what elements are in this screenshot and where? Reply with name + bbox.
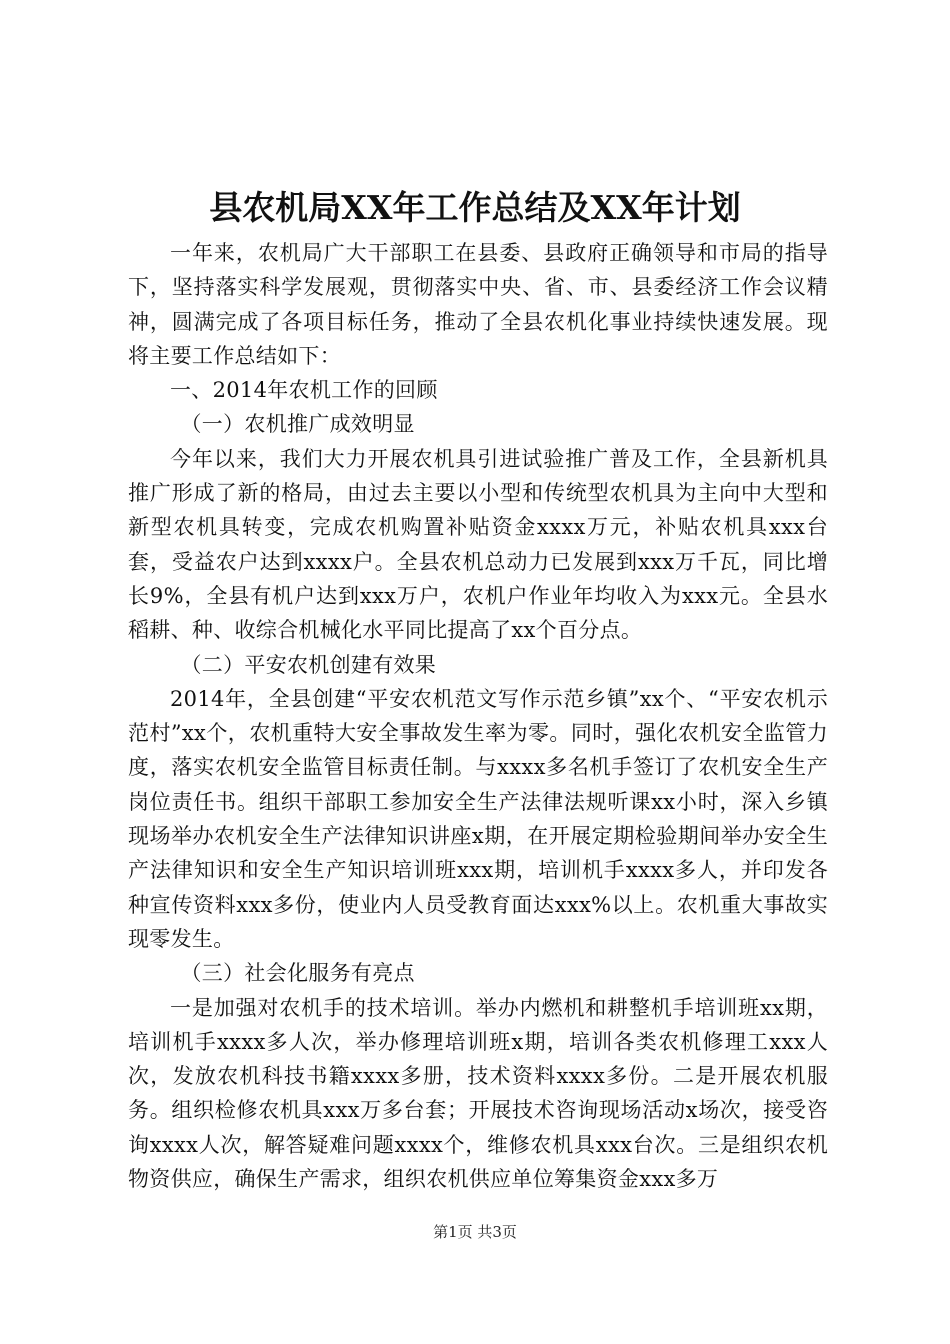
paragraph-intro: 一年来，农机局广大干部职工在县委、县政府正确领导和市局的指导下，坚持落实科学发展观，贯彻落实中央、省、市、县委经济工作会议精神，圆满完成了各项目标任务，推动了全县农机化事业持续快速发展。现将主要工作总结如下： [128, 241, 828, 368]
paragraph-promotion: 今年以来，我们大力开展农机具引进试验推广普及工作，全县新机具推广形成了新的格局，由过去主要以小型和传统型农机具为主向中大型和新型农机具转变，完成农机购置补贴资金xxxx万元，补贴农机具xxx台套，受益农户达到xxxx户。全县农机总动力已发展到xxx万千瓦，同比增长9%，全县有机户达到xxx万户，农机户作业年均收入为xxx元。全县水稻耕、种、收综合机械化水平同比提高了xx个百分点。 [128, 446, 828, 643]
document-title: 县农机局XX年工作总结及XX年计划 [209, 188, 741, 227]
page-number-footer: 第1页 共3页 [433, 1223, 517, 1241]
document-body [128, 236, 828, 1196]
paragraph-safety: 2014年，全县创建“平安农机范文写作示范乡镇”xx个、“平安农机示范村”xx个，农机重特大安全事故发生率为零。同时，强化农机安全监管力度，落实农机安全监管目标责任制。与xxxx多名机手签订了农机安全生产岗位责任书。组织干部职工参加安全生产法律法规听课xx小时，深入乡镇现场举办农机安全生产法律知识讲座x期，在开展定期检验期间举办安全生产法律知识和安全生产知识培训班xxx期，培训机手xxxx多人，并印发各种宣传资料xxx多份，使业内人员受教育面达xxx%以上。农机重大事故实现零发生。 [128, 686, 828, 951]
subheading-safety: （二）平安农机创建有效果 [180, 652, 437, 677]
paragraph-services: 一是加强对农机手的技术培训。举办内燃机和耕整机手培训班xx期，培训机手xxxx多人次，举办修理培训班x期，培训各类农机修理工xxx人次，发放农机科技书籍xxxx多册，技术资料xxxx多份。二是开展农机服务。组织检修农机具xxx万多台套；开展技术咨询现场活动x场次，接受咨询xxxx人次，解答疑难问题xxxx个，维修农机具xxx台次。三是组织农机物资供应，确保生产需求，组织农机供应单位筹集资金xxx多万 [128, 995, 828, 1192]
subheading-services: （三）社会化服务有亮点 [180, 961, 415, 986]
subheading-promotion: （一）农机推广成效明显 [180, 412, 415, 437]
section-heading-review: 一、2014年农机工作的回顾 [170, 378, 438, 403]
